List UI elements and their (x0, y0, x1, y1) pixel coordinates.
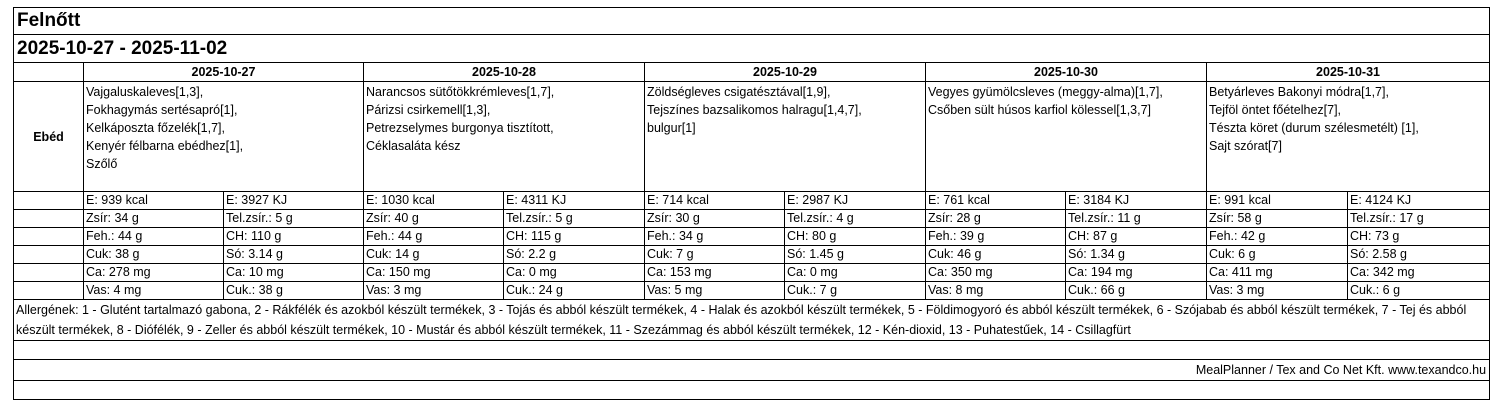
menu-item: Sajt szórat[7] (1209, 139, 1282, 153)
menu-item: Kelkáposzta főzelék[1,7], (86, 121, 225, 135)
nutrition-value: Zsír: 58 g (1207, 210, 1348, 228)
nutrition-label-cell (14, 228, 84, 246)
nutrition-value: Tel.zsír.: 5 g (504, 210, 645, 228)
menu-sheet (13, 7, 1490, 400)
nutrition-value: Tel.zsír.: 17 g (1348, 210, 1490, 228)
menu-item: Kenyér félbarna ebédhez[1], (86, 139, 244, 153)
nutrition-value: Ca: 0 mg (785, 264, 926, 282)
menu-table (13, 7, 1490, 400)
menu-item: Párizsi csirkemell[1,3], (366, 103, 491, 117)
day-date: 2025-10-28 (364, 63, 645, 82)
nutrition-value: Cuk: 46 g (926, 246, 1066, 264)
nutrition-label-cell (14, 282, 84, 300)
nutrition-value: Vas: 4 mg (84, 282, 224, 300)
nutrition-value: Zsír: 28 g (926, 210, 1066, 228)
nutrition-value: Ca: 10 mg (224, 264, 364, 282)
nutrition-value: Tel.zsír.: 5 g (224, 210, 364, 228)
nutrition-value: E: 939 kcal (84, 192, 224, 210)
nutrition-value: Vas: 8 mg (926, 282, 1066, 300)
nutrition-value: Cuk: 38 g (84, 246, 224, 264)
nutrition-value: Cuk: 6 g (1207, 246, 1348, 264)
nutrition-value: Cuk.: 7 g (785, 282, 926, 300)
date-range: 2025-10-27 - 2025-11-02 (14, 35, 1490, 63)
nutrition-label-cell (14, 246, 84, 264)
nutrition-value: CH: 80 g (785, 228, 926, 246)
nutrition-value: Tel.zsír.: 11 g (1066, 210, 1207, 228)
nutrition-value: Vas: 5 mg (645, 282, 785, 300)
menu-item: Narancsos sütőtökkrémleves[1,7], (366, 85, 555, 99)
nutrition-row (14, 282, 1490, 300)
nutrition-value: Ca: 194 mg (1066, 264, 1207, 282)
corner-cell (14, 63, 84, 82)
nutrition-value: E: 4124 KJ (1348, 192, 1490, 210)
nutrition-value: CH: 87 g (1066, 228, 1207, 246)
menu-item: Tejszínes bazsalikomos halragu[1,4,7], (647, 103, 862, 117)
day-menu-items (84, 82, 364, 192)
menu-item: Céklasaláta kész (366, 139, 461, 153)
nutrition-label-cell (14, 210, 84, 228)
nutrition-value: E: 761 kcal (926, 192, 1066, 210)
menu-item: Zöldségleves csigatésztával[1,9], (647, 85, 831, 99)
nutrition-label-cell (14, 192, 84, 210)
footer-credit: MealPlanner / Tex and Co Net Kft. www.texandco.hu (14, 360, 1490, 381)
menu-item: Csőben sült húsos karfiol kölessel[1,3,7] (928, 103, 1152, 117)
nutrition-value: CH: 73 g (1348, 228, 1490, 246)
nutrition-value: Feh.: 44 g (84, 228, 224, 246)
nutrition-value: Ca: 278 mg (84, 264, 224, 282)
nutrition-value: Ca: 350 mg (926, 264, 1066, 282)
nutrition-value: E: 991 kcal (1207, 192, 1348, 210)
nutrition-value: Zsír: 40 g (364, 210, 504, 228)
nutrition-value: E: 2987 KJ (785, 192, 926, 210)
nutrition-row (14, 264, 1490, 282)
nutrition-value: E: 714 kcal (645, 192, 785, 210)
nutrition-value: Ca: 153 mg (645, 264, 785, 282)
day-menu-items (645, 82, 926, 192)
nutrition-value: Tel.zsír.: 4 g (785, 210, 926, 228)
menu-item: Petrezselymes burgonya tisztított, (366, 121, 554, 135)
nutrition-value: Só: 2.58 g (1348, 246, 1490, 264)
menu-item: Szőlő (86, 157, 118, 171)
nutrition-value: Cuk: 7 g (645, 246, 785, 264)
nutrition-label-cell (14, 264, 84, 282)
nutrition-value: Só: 2.2 g (504, 246, 645, 264)
nutrition-value: Cuk.: 6 g (1348, 282, 1490, 300)
nutrition-value: Feh.: 44 g (364, 228, 504, 246)
nutrition-row (14, 228, 1490, 246)
menu-item: Vegyes gyümölcsleves (meggy-alma)[1,7], (928, 85, 1163, 99)
nutrition-value: Feh.: 39 g (926, 228, 1066, 246)
nutrition-value: Cuk.: 38 g (224, 282, 364, 300)
day-date: 2025-10-27 (84, 63, 364, 82)
spacer-row (14, 341, 1490, 360)
nutrition-row (14, 192, 1490, 210)
nutrition-value: E: 4311 KJ (504, 192, 645, 210)
nutrition-value: Ca: 0 mg (504, 264, 645, 282)
nutrition-row (14, 210, 1490, 228)
menu-item: bulgur[1] (647, 121, 696, 135)
nutrition-value: Feh.: 42 g (1207, 228, 1348, 246)
menu-item: Fokhagymás sertésapró[1], (86, 103, 238, 117)
nutrition-value: Ca: 150 mg (364, 264, 504, 282)
menu-item: Vajgaluskaleves[1,3], (86, 85, 204, 99)
nutrition-value: Zsír: 34 g (84, 210, 224, 228)
nutrition-row (14, 246, 1490, 264)
nutrition-value: Zsír: 30 g (645, 210, 785, 228)
nutrition-value: Cuk: 14 g (364, 246, 504, 264)
nutrition-value: CH: 115 g (504, 228, 645, 246)
nutrition-value: E: 3184 KJ (1066, 192, 1207, 210)
nutrition-value: Vas: 3 mg (364, 282, 504, 300)
day-menu-items (1207, 82, 1490, 192)
nutrition-value: Feh.: 34 g (645, 228, 785, 246)
page-title: Felnőtt (14, 8, 1490, 35)
nutrition-value: E: 1030 kcal (364, 192, 504, 210)
day-date: 2025-10-29 (645, 63, 926, 82)
day-date: 2025-10-30 (926, 63, 1207, 82)
nutrition-value: E: 3927 KJ (224, 192, 364, 210)
menu-item: Tészta köret (durum szélesmetélt) [1], (1209, 121, 1419, 135)
spacer-row (14, 381, 1490, 400)
meal-label: Ebéd (14, 82, 84, 192)
nutrition-value: Vas: 3 mg (1207, 282, 1348, 300)
nutrition-value: Cuk.: 24 g (504, 282, 645, 300)
nutrition-value: CH: 110 g (224, 228, 364, 246)
menu-item: Betyárleves Bakonyi módra[1,7], (1209, 85, 1389, 99)
nutrition-value: Só: 1.34 g (1066, 246, 1207, 264)
nutrition-value: Ca: 342 mg (1348, 264, 1490, 282)
day-menu-items (364, 82, 645, 192)
nutrition-value: Ca: 411 mg (1207, 264, 1348, 282)
menu-item: Tejföl öntet főételhez[7], (1209, 103, 1342, 117)
nutrition-value: Só: 1.45 g (785, 246, 926, 264)
allergen-legend: Allergének: 1 - Glutént tartalmazó gabona, 2 - Rákfélék és azokból készült termékek, 3 - Tojás és abból készült termékek, 4 - Halak és azokból készült termékek, 5 - Földimogyoró és abból készült termékek, 6 - Szójabab és abból készült termékek, 7 - Tej és abból készült termékek, 8 - Diófélék, 9 - Zeller és abból készült termékek, 10 - Mustár és abból készült termékek, 11 - Szezámmag és abból készült termékek, 12 - Kén-dioxid, 13 - Puhatestűek, 14 - Csillagfürt (14, 300, 1490, 341)
nutrition-value: Cuk.: 66 g (1066, 282, 1207, 300)
nutrition-value: Só: 3.14 g (224, 246, 364, 264)
day-menu-items (926, 82, 1207, 192)
day-date: 2025-10-31 (1207, 63, 1490, 82)
